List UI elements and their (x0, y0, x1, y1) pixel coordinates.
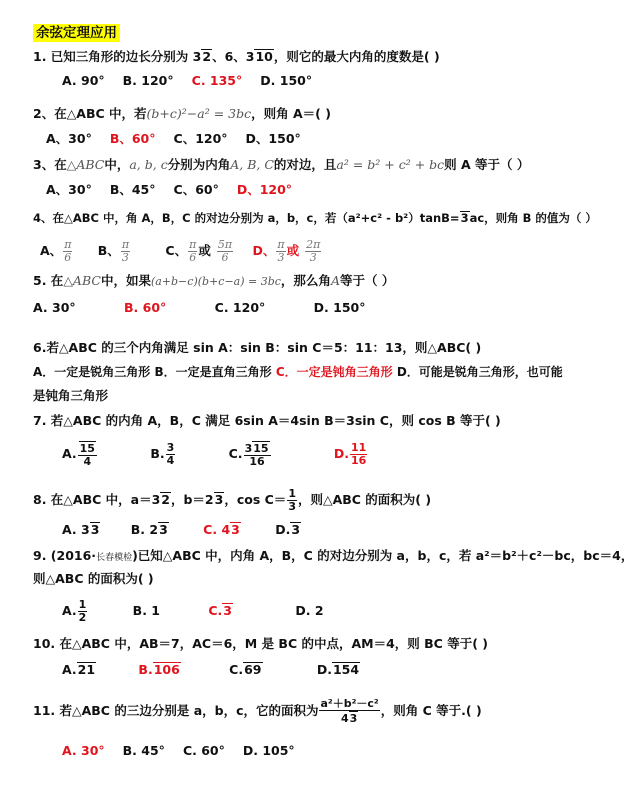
q3-angles: A, B, C (230, 157, 274, 172)
question-3 (33, 157, 529, 173)
q3-triangle: △ABC (66, 157, 105, 172)
q6-line-3: 是钝角三角形 (33, 388, 109, 403)
q9-option-b: B. 1 (132, 603, 160, 618)
q3-text-5: 则 A 等于（ ） (444, 157, 530, 172)
q9-source: 长春模检 (96, 553, 133, 563)
q3-option-c: C、60° (173, 182, 219, 197)
q11-option-c: C. 60° (182, 743, 225, 758)
q3-sides: a, b, c (129, 157, 168, 172)
q2-option-d: D、150° (245, 131, 301, 146)
q8-c-radical: 3 (231, 522, 240, 537)
q5-text-4: 等于（ ） (339, 273, 395, 288)
q4-options (40, 236, 322, 266)
q7-option-c: C. (228, 446, 243, 461)
q10-option-c: C. (229, 662, 244, 677)
q3-options (46, 182, 310, 198)
question-11 (33, 696, 482, 726)
q7-option-b: B. (150, 446, 165, 461)
q10-a-radical: 21 (77, 662, 96, 677)
q8-text-2: ，b＝2 (170, 492, 214, 507)
q3-text-3: 分别为内角 (167, 157, 231, 172)
q11-option-a: A. 30° (62, 743, 105, 758)
q7-c-fraction: $\frac{315}{16}$ (244, 442, 269, 468)
question-1 (33, 49, 440, 65)
q5-option-a: A. 30° (33, 300, 76, 315)
q7-options (62, 436, 368, 472)
q1-radical-1: 2 (202, 49, 212, 64)
q5-option-b: B. 60° (124, 300, 167, 315)
q3-expression: a² = b² + c² + bc (336, 157, 445, 172)
q8-options (62, 522, 301, 538)
q8-a-radical: 3 (90, 522, 100, 537)
q7-d-fraction: $\frac{11}{16}$ (351, 441, 367, 467)
q5-text-2: 中，如果 (100, 273, 151, 288)
q5-options (33, 300, 365, 316)
q2-text: 2、在△ABC 中，若 (33, 106, 147, 121)
q7-a-fraction: $\frac{15}{4}$ (79, 442, 95, 468)
q5-text: 5. 在 (33, 273, 64, 288)
q8-option-a: A. 3 (62, 522, 90, 537)
q4-b-fraction: $\frac{\pi}{3}$ (121, 238, 130, 264)
q8-radical-1: 2 (161, 492, 170, 507)
q6-options (33, 364, 563, 380)
q9-options (62, 596, 324, 626)
q3-option-d: D、120° (236, 182, 293, 197)
q5-option-d: D. 150° (313, 300, 366, 315)
q2-expression: (b+c)²−a² = 3bc (146, 106, 252, 121)
q10-option-d: D. (316, 662, 332, 677)
q8-d-radical: 3 (291, 522, 301, 537)
q10-option-b: B. (138, 662, 153, 677)
q3-option-b: B、45° (109, 182, 156, 197)
q1-option-b: B. 120° (122, 73, 174, 88)
q4-text: 4、在△ABC 中，角 A，B，C 的对边分别为 a，b，c，若（a²+c² - b²）tanB= (33, 211, 460, 225)
q9-line-2: 则△ABC 的面积为( ) (33, 571, 154, 586)
q4-text-2: ac，则角 B 的值为（ ） (469, 211, 597, 225)
q11-text: 11. 若△ABC 的三边分别是 a，b，c，它的面积为 (33, 703, 319, 718)
q10-b-radical: 106 (153, 662, 180, 677)
q1-radical-2: 10 (255, 49, 273, 64)
q2-option-b: B、60° (109, 131, 156, 146)
q7-option-a: A. (62, 446, 77, 461)
q4-option-b: B、 (97, 243, 120, 258)
q9-option-c: C. (208, 603, 223, 618)
q11-option-d: D. 105° (242, 743, 295, 758)
q3-option-a: A、30° (46, 182, 92, 197)
page-title: 余弦定理应用 (33, 24, 120, 42)
q8-text: 8. 在△ABC 中，a＝3 (33, 492, 161, 507)
q3-text-4: 的对边，且 (273, 157, 337, 172)
q2-text-2: ，则角 A＝( ) (251, 106, 331, 121)
q4-d-fraction-2: $\frac{2\pi}{3}$ (306, 238, 321, 264)
q4-option-d: D、 (252, 243, 276, 258)
q4-option-a: A、 (40, 243, 63, 258)
q2-options (46, 131, 319, 147)
q4-d-or: 或 (286, 243, 300, 258)
q1-text-2: 、6、3 (212, 49, 255, 64)
q9-text-2: )已知△ABC 中，内角 A，B，C 的对边分别为 a，b，c，若 a²＝b²＋c²－bc，bc＝4， (132, 548, 634, 563)
question-6: 6.若△ABC 的三个内角满足 sin A：sin B：sin C＝5：11：13，则△ABC( ) (33, 340, 482, 355)
q4-radical: 3 (460, 211, 469, 225)
q10-option-a: A. (62, 662, 77, 677)
q8-text-3: ，cos C＝ (224, 492, 287, 507)
q9-option-a: A. (62, 603, 77, 618)
q6-option-b: B．一定是直角三角形 (154, 365, 272, 379)
q2-option-c: C、120° (173, 131, 228, 146)
q3-text: 3、在 (33, 157, 67, 172)
q7-b-fraction: $\frac{3}{4}$ (166, 441, 175, 467)
q9-option-d: D. 2 (295, 603, 324, 618)
q10-options (62, 662, 360, 678)
q8-radical-2: 3 (214, 492, 224, 507)
q8-option-b: B. 2 (130, 522, 159, 537)
q5-triangle: △ABC (63, 273, 101, 288)
q3-text-2: 中， (104, 157, 130, 172)
question-4 (33, 210, 597, 226)
q4-a-fraction: $\frac{\pi}{6}$ (64, 238, 72, 264)
q8-b-radical: 3 (159, 522, 168, 537)
q1-options (62, 73, 330, 89)
q1-option-a: A. 90° (62, 73, 105, 88)
question-2 (33, 106, 331, 122)
q5-expression: (a+b−c)(b+c−a) = 3bc (150, 275, 281, 288)
q1-text-3: ，则它的最大内角的度数是( ) (273, 49, 440, 64)
question-7: 7. 若△ABC 的内角 A，B，C 满足 6sin A＝4sin B＝3sin C，则 cos B 等于( ) (33, 413, 501, 428)
q10-c-radical: 69 (244, 662, 262, 677)
q9-c-radical: 3 (223, 603, 232, 618)
q7-option-d: D. (333, 446, 350, 461)
q2-option-a: A、30° (46, 131, 92, 146)
q11-option-b: B. 45° (122, 743, 165, 758)
question-8 (33, 488, 431, 513)
q8-option-d: D. (275, 522, 291, 537)
q1-option-d: D. 150° (260, 73, 313, 88)
q4-option-c: C、 (165, 243, 188, 258)
q5-option-c: C. 120° (214, 300, 266, 315)
q6-option-a: A．一定是锐角三角形 (33, 365, 151, 379)
q8-text-4: ，则△ABC 的面积为( ) (297, 492, 432, 507)
q4-c-or: 或 (198, 243, 211, 258)
q5-variable: A (330, 273, 340, 288)
q8-fraction: $\frac{1}{3}$ (288, 487, 296, 513)
q4-d-fraction-1: $\frac{\pi}{3}$ (277, 238, 285, 264)
q4-c-fraction-1: $\frac{\pi}{6}$ (189, 238, 197, 264)
q1-option-c: C. 135° (191, 73, 243, 88)
question-9 (33, 548, 633, 566)
q1-text: 1. 已知三角形的边长分别为 3 (33, 49, 202, 64)
q11-options (62, 743, 313, 759)
q5-text-3: ，那么角 (280, 273, 331, 288)
q8-option-c: C. 4 (203, 522, 231, 537)
q9-text: 9. (2016· (33, 548, 97, 563)
q4-c-fraction-2: $\frac{5\pi}{6}$ (217, 238, 233, 264)
q11-text-2: ，则角 C 等于.( ) (380, 703, 482, 718)
question-10: 10. 在△ABC 中，AB＝7，AC＝6，M 是 BC 的中点，AM＝4，则 BC 等于( ) (33, 636, 488, 651)
q6-option-c: C．一定是钝角三角形 (275, 365, 393, 379)
q11-fraction: $\frac{\text{a²＋b²－c²}}{43}$ (320, 697, 379, 725)
q10-d-radical: 154 (332, 662, 360, 677)
question-5 (33, 273, 394, 290)
q6-option-d: D．可能是锐角三角形，也可能 (396, 365, 563, 379)
q9-a-fraction: $\frac{1}{2}$ (78, 598, 87, 624)
